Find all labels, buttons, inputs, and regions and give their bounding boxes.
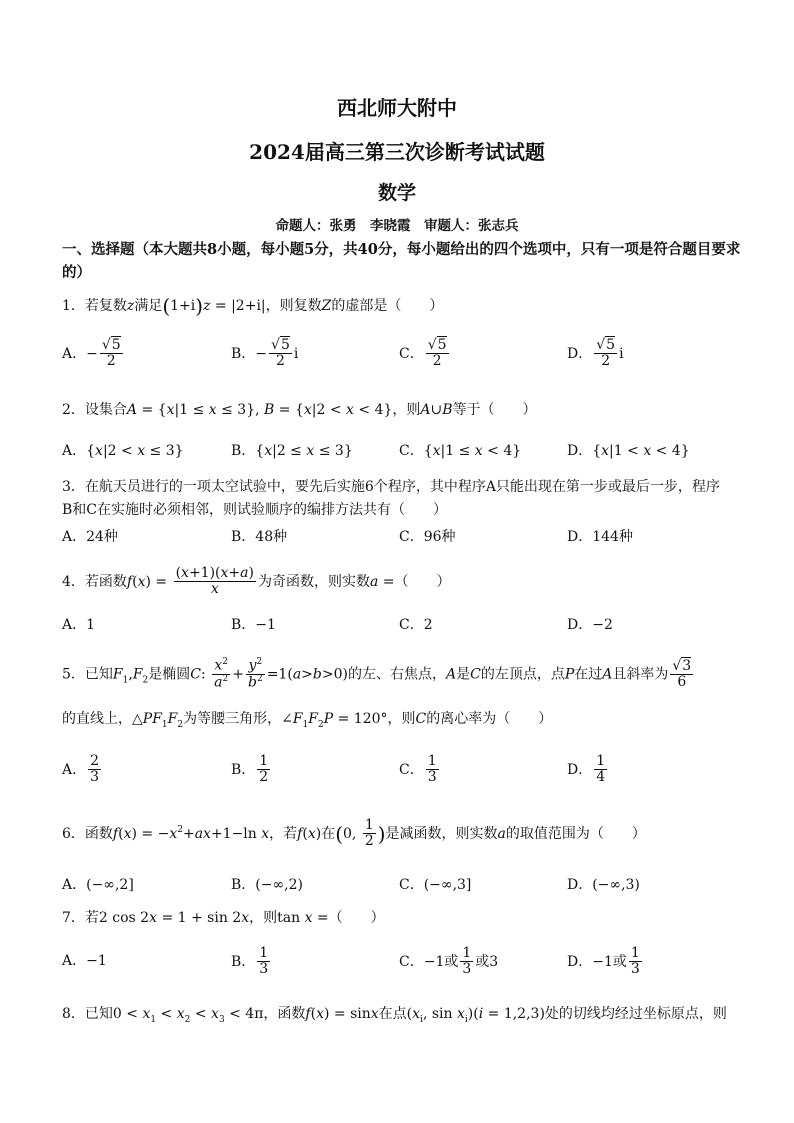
q4-option-d: D．−2: [567, 617, 613, 633]
section-heading: 一、选择题（本大题共8小题，每小题5分，共40分，每小题给出的四个选项中，只有一项是符合题目要求的）: [62, 241, 741, 281]
q7-option-a: A．−1: [62, 953, 107, 969]
q1-option-a: A．− $\frac{√5}{2}$: [62, 337, 121, 370]
q6-option-a: A．(−∞,2]: [62, 877, 134, 893]
q5-option-c: C． $\frac{1}{3}$: [399, 753, 437, 786]
q7-option-c: C．−1或 $\frac{1}{3}$ 或3: [399, 945, 499, 978]
q5-option-b: B． $\frac{1}{2}$: [231, 753, 269, 786]
exam-title: 2024届高三第三次诊断考试试题: [249, 140, 545, 164]
q4-option-a: A．1: [62, 617, 96, 633]
subject-title: 数学: [377, 182, 416, 204]
q3-option-d: D．144种: [567, 529, 633, 545]
q5-option-a: A． $\frac{2}{3}$: [62, 753, 100, 786]
question-5-line-1: 5．已知$F_1,F_2$是椭圆C: $\frac{x^2}{a^2}$ + $\frac{y^2}{b^2}$ =1(a>b>0)的左、右焦点，A是C的左顶点，点P在过A且斜率为 $\frac{√3}{6}$: [62, 657, 692, 691]
q4-option-b: B．−1: [231, 617, 276, 633]
q1-option-b: B．− $\frac{√5}{2}$ i: [231, 337, 299, 370]
q2-option-d: D．{x|1 < x < 4}: [567, 443, 690, 459]
q3-option-a: A．24种: [62, 529, 118, 545]
question-8: 8．已知$0 < x_1 < x_2 < x_3 < 4\pi$，函数f(x) = sinx在点($x_i$, $\sin x_i)(i = 1,2,3)$处的切线均经过坐标原点，则: [62, 1006, 727, 1025]
question-5-line-2: 的直线上，$\triangle PF_1F_2$为等腰三角形，$\angle F_1F_2P = 120^\circ$，则C的离心率为（ ）: [62, 711, 553, 730]
question-1: 1．若复数z满足(1+i)z = |2+i|，则复数Z的虚部是（ ）: [62, 294, 444, 318]
q7-option-d: D．−1或 $\frac{1}{3}$: [567, 945, 640, 978]
q4-option-c: C．2: [399, 617, 433, 633]
q1-option-d: D． $\frac{√5}{2}$ i: [567, 337, 624, 370]
q3-option-c: C．96种: [399, 529, 456, 545]
q2-option-c: C．{x|1 ≤ x < 4}: [399, 443, 522, 459]
q3-option-b: B．48种: [231, 529, 288, 545]
q1-option-c: C． $\frac{√5}{2}$: [399, 337, 447, 370]
q7-option-b: B． $\frac{1}{3}$: [231, 945, 269, 978]
question-2: 2．设集合A = {x|1 ≤ x ≤ 3}, B = {x|2 < x < 4}，则A∪B等于（ ）: [62, 402, 537, 418]
authors-line: 命题人：张勇 李晓霞 审题人：张志兵: [275, 218, 519, 234]
question-7: 7．若2 cos 2x = 1 + sin 2x，则tan x =（ ）: [62, 910, 385, 926]
q6-option-c: C．(−∞,3]: [399, 877, 472, 893]
q5-option-d: D． $\frac{1}{4}$: [567, 753, 606, 786]
question-6: 6．函数$f(x) = -x^2+ax+1-\ln$ x，若f(x)在(0, $\frac{1}{2}$ )是减函数，则实数a的取值范围为（ ）: [62, 817, 646, 850]
question-3-line-1: 3．在航天员进行的一项太空试验中，要先后实施6个程序，其中程序A只能出现在第一步或最后一步，程序: [62, 479, 720, 495]
q6-option-d: D．(−∞,3): [567, 877, 640, 893]
question-3-line-2: B和C在实施时必须相邻，则试验顺序的编排方法共有（ ）: [62, 502, 447, 518]
question-4: 4．若函数f(x) = $\frac{(x+1)(x+a)}{x}$ 为奇函数，则实数a =（ ）: [62, 565, 451, 598]
school-name: 西北师大附中: [337, 96, 457, 120]
q6-option-b: B．(−∞,2): [231, 877, 303, 893]
q2-option-b: B．{x|2 ≤ x ≤ 3}: [231, 443, 353, 459]
q2-option-a: A．{x|2 < x ≤ 3}: [62, 443, 184, 459]
